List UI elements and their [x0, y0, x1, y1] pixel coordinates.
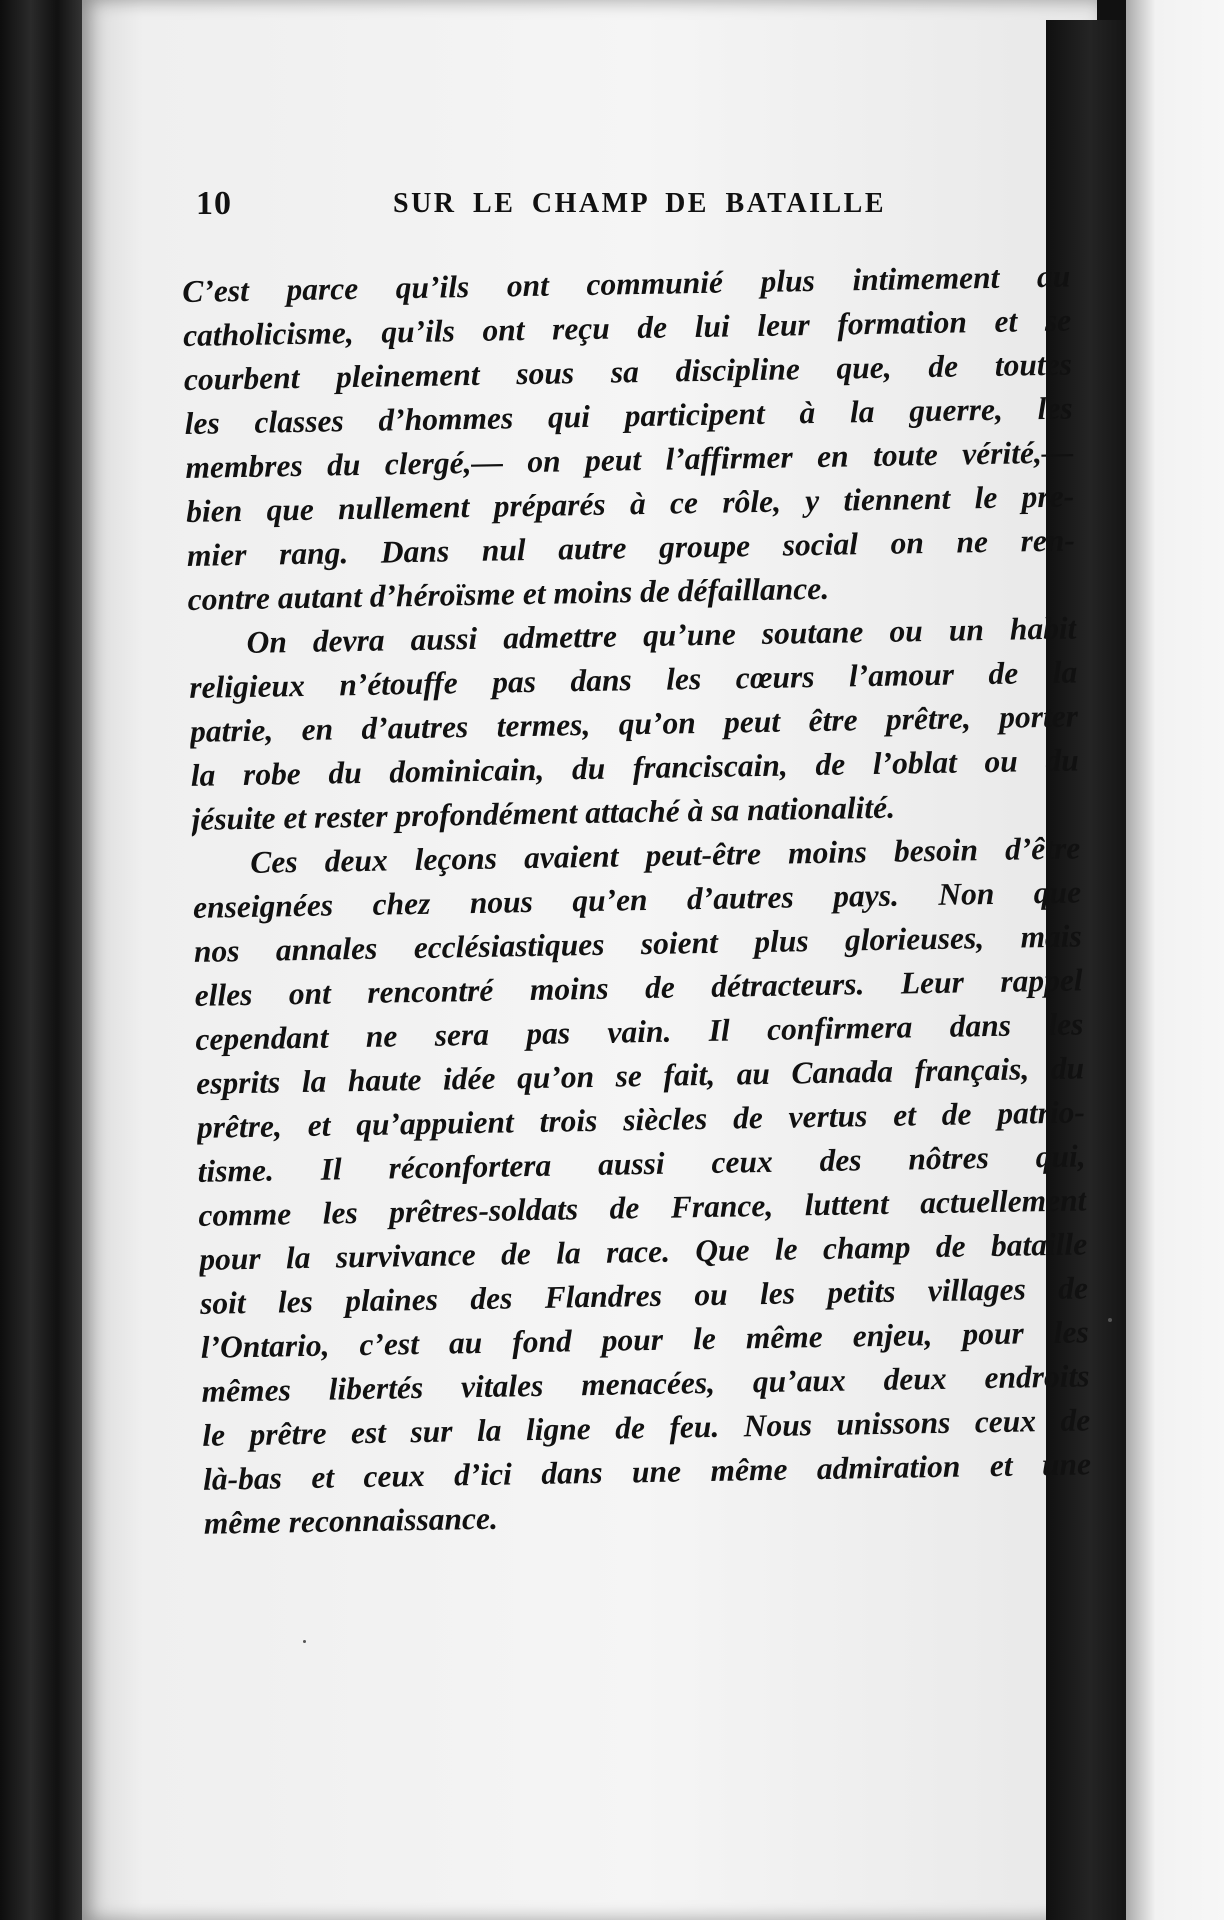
facing-page-edge: [1126, 0, 1224, 1920]
text-line: religieux n’étouffe pas dans les cœurs l’amour de la: [188, 654, 1078, 705]
text-line: soit les plaines des Flandres ou les petits villages de: [199, 1270, 1089, 1321]
text-line: prêtre, et qu’appuient trois siècles de vertus et de patrio-: [196, 1094, 1086, 1145]
text-line: le prêtre est sur la ligne de feu. Nous unissons ceux de: [202, 1402, 1091, 1453]
text-line: bien que nullement préparés à ce rôle, y tiennent le pre-: [185, 478, 1075, 529]
text-line: nos annales ecclésiastiques soient plus glorieuses, mais: [193, 918, 1083, 969]
text-line: esprits la haute idée qu’on se fait, au Canada français, du: [195, 1050, 1085, 1101]
text-line: C’est parce qu’ils ont communié plus intimement au: [182, 258, 1071, 309]
text-line: elles ont rencontré moins de détracteurs. Leur rappel: [194, 962, 1083, 1013]
text-line: comme les prêtres-soldats de France, luttent actuellement: [198, 1182, 1087, 1233]
text-line: les classes d’hommes qui participent à la guerre, les: [184, 390, 1073, 441]
text-line: cependant ne sera pas vain. Il confirmera dans les: [195, 1006, 1084, 1057]
text-line: là-bas et ceux d’ici dans une même admiration et une: [202, 1446, 1092, 1497]
text-line: catholicisme, qu’ils ont reçu de lui leur formation et se: [182, 302, 1072, 353]
text-line: mêmes libertés vitales menacées, qu’aux deux endroits: [201, 1358, 1090, 1409]
text-line: tisme. Il réconfortera aussi ceux des nôtres qui,: [197, 1138, 1086, 1189]
text-line: mier rang. Dans nul autre groupe social on ne ren-: [186, 522, 1076, 573]
text-line: pour la survivance de la race. Que le champ de bataille: [198, 1226, 1088, 1277]
text-line: enseignées chez nous qu’en d’autres pays. Non que: [192, 874, 1082, 925]
text-line: contre autant d’héroïsme et moins de défaillance.: [187, 570, 830, 617]
page-number: 10: [196, 185, 232, 222]
text-line: l’Ontario, c’est au fond pour le même enjeu, pour les: [200, 1314, 1089, 1365]
paper-speck: [1108, 1318, 1112, 1322]
left-book-edge: [0, 0, 88, 1920]
text-line: patrie, en d’autres termes, qu’on peut être prêtre, porter: [189, 698, 1079, 749]
text-line: jésuite et rester profondément attaché à sa nationalité.: [191, 789, 896, 837]
text-line: même reconnaissance.: [203, 1500, 499, 1541]
text-line: courbent pleinement sous sa discipline que, de toutes: [183, 346, 1073, 397]
text-line: membres du clergé,— on peut l’affirmer en toute vérité,—: [185, 434, 1074, 485]
text-line: Ces deux leçons avaient peut-être moins besoin d’être: [250, 830, 1081, 880]
text-line: la robe du dominicain, du franciscain, de l’oblat ou du: [190, 742, 1079, 793]
running-title: SUR LE CHAMP DE BATAILLE: [393, 188, 887, 219]
running-head: [196, 182, 1026, 226]
page-body-text: [182, 255, 1092, 1546]
text-line: On devra aussi admettre qu’une soutane ou un habit: [246, 610, 1077, 660]
paper-speck: [303, 1640, 306, 1643]
